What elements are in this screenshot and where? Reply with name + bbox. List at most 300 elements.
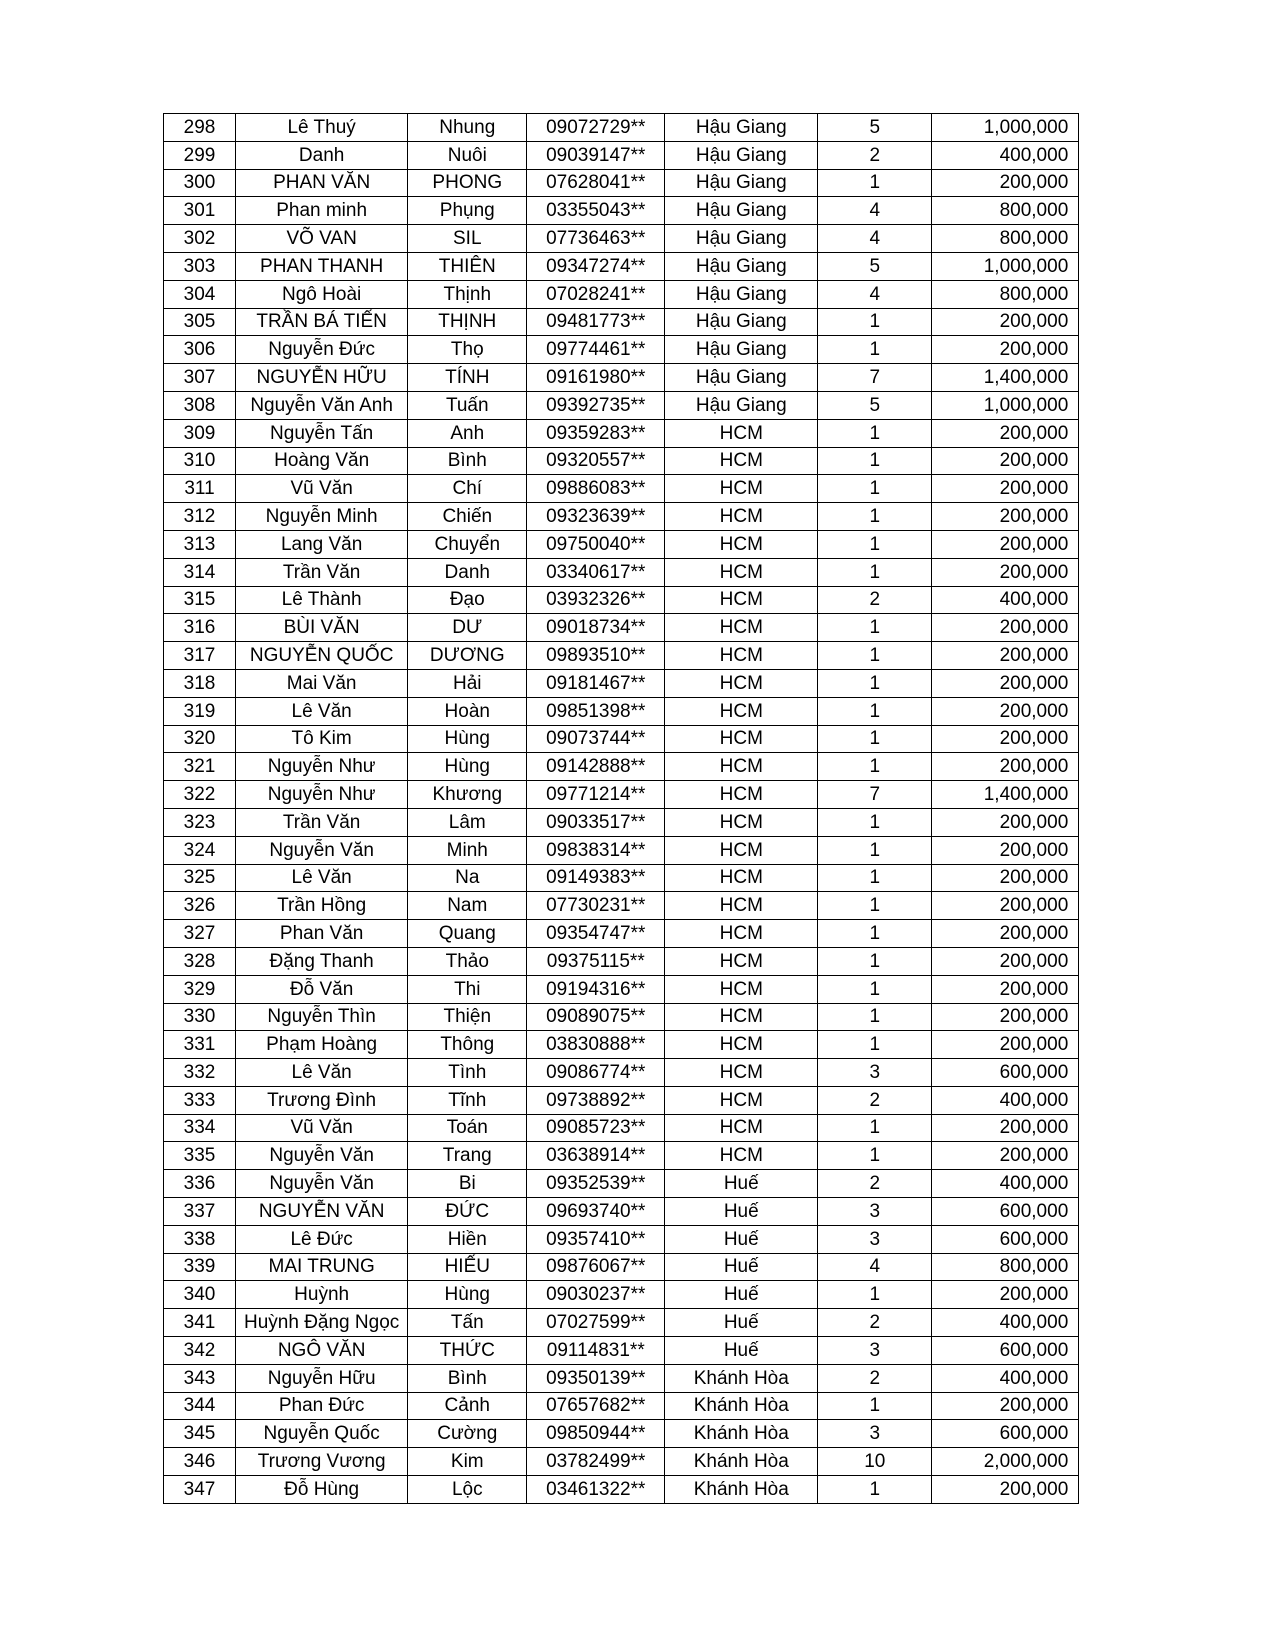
amount-cell: 200,000 <box>932 920 1079 948</box>
phone-cell: 09323639** <box>527 503 665 531</box>
amount-cell: 200,000 <box>932 447 1079 475</box>
province-cell: Hậu Giang <box>665 252 818 280</box>
given-name-cell: Nhung <box>408 114 527 142</box>
surname-cell: PHAN THANH <box>236 252 408 280</box>
quantity-cell: 4 <box>818 225 932 253</box>
row-number: 318 <box>164 669 236 697</box>
given-name-cell: Kim <box>408 1448 527 1476</box>
province-cell: Huế <box>665 1225 818 1253</box>
amount-cell: 200,000 <box>932 892 1079 920</box>
surname-cell: VÕ VAN <box>236 225 408 253</box>
given-name-cell: Đạo <box>408 586 527 614</box>
quantity-cell: 1 <box>818 836 932 864</box>
phone-cell: 09838314** <box>527 836 665 864</box>
quantity-cell: 1 <box>818 808 932 836</box>
phone-cell: 07736463** <box>527 225 665 253</box>
table-row <box>164 503 1079 531</box>
row-number: 347 <box>164 1476 236 1504</box>
table-row <box>164 391 1079 419</box>
province-cell: HCM <box>665 503 818 531</box>
surname-cell: Lê Thành <box>236 586 408 614</box>
phone-cell: 09481773** <box>527 308 665 336</box>
surname-cell: Lê Văn <box>236 1059 408 1087</box>
row-number: 320 <box>164 725 236 753</box>
table-row <box>164 308 1079 336</box>
row-number: 302 <box>164 225 236 253</box>
surname-cell: TRẦN BÁ TIẾN <box>236 308 408 336</box>
row-number: 300 <box>164 169 236 197</box>
phone-cell: 09089075** <box>527 1003 665 1031</box>
table-row <box>164 1003 1079 1031</box>
table-row <box>164 1031 1079 1059</box>
surname-cell: Trương Đình <box>236 1086 408 1114</box>
province-cell: HCM <box>665 975 818 1003</box>
row-number: 342 <box>164 1337 236 1365</box>
quantity-cell: 1 <box>818 419 932 447</box>
phone-cell: 09738892** <box>527 1086 665 1114</box>
phone-cell: 09876067** <box>527 1253 665 1281</box>
given-name-cell: Trang <box>408 1142 527 1170</box>
quantity-cell: 1 <box>818 614 932 642</box>
row-number: 308 <box>164 391 236 419</box>
surname-cell: Tô Kim <box>236 725 408 753</box>
province-cell: HCM <box>665 836 818 864</box>
quantity-cell: 1 <box>818 892 932 920</box>
amount-cell: 400,000 <box>932 141 1079 169</box>
phone-cell: 09851398** <box>527 697 665 725</box>
given-name-cell: DƯƠNG <box>408 642 527 670</box>
phone-cell: 09030237** <box>527 1281 665 1309</box>
amount-cell: 200,000 <box>932 642 1079 670</box>
phone-cell: 09375115** <box>527 947 665 975</box>
quantity-cell: 1 <box>818 1031 932 1059</box>
phone-cell: 09347274** <box>527 252 665 280</box>
quantity-cell: 1 <box>818 558 932 586</box>
row-number: 332 <box>164 1059 236 1087</box>
surname-cell: Nguyễn Thìn <box>236 1003 408 1031</box>
quantity-cell: 4 <box>818 1253 932 1281</box>
province-cell: HCM <box>665 864 818 892</box>
phone-cell: 03340617** <box>527 558 665 586</box>
province-cell: Khánh Hòa <box>665 1364 818 1392</box>
given-name-cell: Nam <box>408 892 527 920</box>
province-cell: Khánh Hòa <box>665 1448 818 1476</box>
amount-cell: 200,000 <box>932 808 1079 836</box>
row-number: 330 <box>164 1003 236 1031</box>
province-cell: HCM <box>665 475 818 503</box>
amount-cell: 400,000 <box>932 1170 1079 1198</box>
province-cell: Hậu Giang <box>665 225 818 253</box>
table-row <box>164 586 1079 614</box>
surname-cell: Lê Đức <box>236 1225 408 1253</box>
quantity-cell: 1 <box>818 725 932 753</box>
amount-cell: 200,000 <box>932 336 1079 364</box>
phone-cell: 09086774** <box>527 1059 665 1087</box>
given-name-cell: Nuôi <box>408 141 527 169</box>
province-cell: Khánh Hòa <box>665 1476 818 1504</box>
phone-cell: 09149383** <box>527 864 665 892</box>
given-name-cell: Bi <box>408 1170 527 1198</box>
table-row <box>164 1086 1079 1114</box>
quantity-cell: 1 <box>818 753 932 781</box>
row-number: 326 <box>164 892 236 920</box>
surname-cell: NGUYỄN QUỐC <box>236 642 408 670</box>
row-number: 324 <box>164 836 236 864</box>
table-row <box>164 753 1079 781</box>
quantity-cell: 1 <box>818 1114 932 1142</box>
quantity-cell: 4 <box>818 280 932 308</box>
amount-cell: 600,000 <box>932 1225 1079 1253</box>
quantity-cell: 10 <box>818 1448 932 1476</box>
table-row <box>164 836 1079 864</box>
table-row <box>164 920 1079 948</box>
table-row <box>164 669 1079 697</box>
given-name-cell: Quang <box>408 920 527 948</box>
surname-cell: Nguyễn Văn <box>236 1170 408 1198</box>
given-name-cell: Lộc <box>408 1476 527 1504</box>
given-name-cell: Hải <box>408 669 527 697</box>
amount-cell: 200,000 <box>932 558 1079 586</box>
surname-cell: NGUYỄN HỮU <box>236 364 408 392</box>
row-number: 322 <box>164 781 236 809</box>
amount-cell: 200,000 <box>932 1142 1079 1170</box>
surname-cell: Vũ Văn <box>236 475 408 503</box>
phone-cell: 09850944** <box>527 1420 665 1448</box>
surname-cell: MAI TRUNG <box>236 1253 408 1281</box>
province-cell: Hậu Giang <box>665 114 818 142</box>
row-number: 329 <box>164 975 236 1003</box>
surname-cell: Vũ Văn <box>236 1114 408 1142</box>
row-number: 334 <box>164 1114 236 1142</box>
amount-cell: 200,000 <box>932 1031 1079 1059</box>
amount-cell: 200,000 <box>932 475 1079 503</box>
province-cell: HCM <box>665 669 818 697</box>
table-row <box>164 947 1079 975</box>
quantity-cell: 2 <box>818 586 932 614</box>
row-number: 343 <box>164 1364 236 1392</box>
given-name-cell: PHONG <box>408 169 527 197</box>
amount-cell: 400,000 <box>932 586 1079 614</box>
table-row <box>164 1476 1079 1504</box>
table-row <box>164 1225 1079 1253</box>
surname-cell: Huỳnh <box>236 1281 408 1309</box>
amount-cell: 200,000 <box>932 864 1079 892</box>
province-cell: Hậu Giang <box>665 141 818 169</box>
given-name-cell: HIẾU <box>408 1253 527 1281</box>
province-cell: HCM <box>665 530 818 558</box>
quantity-cell: 1 <box>818 475 932 503</box>
quantity-cell: 3 <box>818 1059 932 1087</box>
given-name-cell: Cường <box>408 1420 527 1448</box>
phone-cell: 09161980** <box>527 364 665 392</box>
province-cell: HCM <box>665 447 818 475</box>
surname-cell: Huỳnh Đặng Ngọc <box>236 1309 408 1337</box>
table-row <box>164 1364 1079 1392</box>
amount-cell: 1,400,000 <box>932 781 1079 809</box>
surname-cell: Phan Văn <box>236 920 408 948</box>
phone-cell: 09085723** <box>527 1114 665 1142</box>
surname-cell: Nguyễn Quốc <box>236 1420 408 1448</box>
phone-cell: 07027599** <box>527 1309 665 1337</box>
row-number: 346 <box>164 1448 236 1476</box>
quantity-cell: 3 <box>818 1420 932 1448</box>
row-number: 312 <box>164 503 236 531</box>
province-cell: HCM <box>665 1031 818 1059</box>
row-number: 328 <box>164 947 236 975</box>
row-number: 336 <box>164 1170 236 1198</box>
amount-cell: 200,000 <box>932 1392 1079 1420</box>
table-row <box>164 114 1079 142</box>
phone-cell: 07028241** <box>527 280 665 308</box>
quantity-cell: 3 <box>818 1225 932 1253</box>
amount-cell: 200,000 <box>932 975 1079 1003</box>
phone-cell: 07657682** <box>527 1392 665 1420</box>
row-number: 305 <box>164 308 236 336</box>
given-name-cell: Anh <box>408 419 527 447</box>
table-row <box>164 280 1079 308</box>
quantity-cell: 1 <box>818 169 932 197</box>
phone-cell: 09357410** <box>527 1225 665 1253</box>
table-row <box>164 530 1079 558</box>
row-number: 298 <box>164 114 236 142</box>
table-row <box>164 1281 1079 1309</box>
given-name-cell: DƯ <box>408 614 527 642</box>
province-cell: HCM <box>665 697 818 725</box>
province-cell: HCM <box>665 586 818 614</box>
quantity-cell: 2 <box>818 1364 932 1392</box>
phone-cell: 09893510** <box>527 642 665 670</box>
province-cell: Huế <box>665 1170 818 1198</box>
table-row <box>164 336 1079 364</box>
province-cell: Hậu Giang <box>665 169 818 197</box>
phone-cell: 03932326** <box>527 586 665 614</box>
given-name-cell: Thảo <box>408 947 527 975</box>
phone-cell: 09886083** <box>527 475 665 503</box>
recipients-table <box>163 113 1079 1504</box>
amount-cell: 600,000 <box>932 1420 1079 1448</box>
amount-cell: 600,000 <box>932 1198 1079 1226</box>
phone-cell: 09352539** <box>527 1170 665 1198</box>
given-name-cell: Lâm <box>408 808 527 836</box>
phone-cell: 09774461** <box>527 336 665 364</box>
table-row <box>164 1198 1079 1226</box>
amount-cell: 200,000 <box>932 1003 1079 1031</box>
given-name-cell: Hoàn <box>408 697 527 725</box>
given-name-cell: THỊNH <box>408 308 527 336</box>
province-cell: Khánh Hòa <box>665 1392 818 1420</box>
amount-cell: 600,000 <box>932 1059 1079 1087</box>
quantity-cell: 4 <box>818 197 932 225</box>
given-name-cell: Thọ <box>408 336 527 364</box>
surname-cell: Danh <box>236 141 408 169</box>
table-row <box>164 781 1079 809</box>
surname-cell: PHAN VĂN <box>236 169 408 197</box>
quantity-cell: 5 <box>818 114 932 142</box>
row-number: 314 <box>164 558 236 586</box>
phone-cell: 03782499** <box>527 1448 665 1476</box>
row-number: 321 <box>164 753 236 781</box>
amount-cell: 200,000 <box>932 947 1079 975</box>
quantity-cell: 1 <box>818 530 932 558</box>
row-number: 338 <box>164 1225 236 1253</box>
row-number: 317 <box>164 642 236 670</box>
row-number: 313 <box>164 530 236 558</box>
table-row <box>164 169 1079 197</box>
phone-cell: 09142888** <box>527 753 665 781</box>
province-cell: HCM <box>665 642 818 670</box>
given-name-cell: Chuyển <box>408 530 527 558</box>
given-name-cell: Cảnh <box>408 1392 527 1420</box>
amount-cell: 1,000,000 <box>932 114 1079 142</box>
amount-cell: 200,000 <box>932 503 1079 531</box>
row-number: 335 <box>164 1142 236 1170</box>
amount-cell: 200,000 <box>932 753 1079 781</box>
given-name-cell: THIÊN <box>408 252 527 280</box>
row-number: 306 <box>164 336 236 364</box>
quantity-cell: 1 <box>818 308 932 336</box>
table-row <box>164 141 1079 169</box>
phone-cell: 09033517** <box>527 808 665 836</box>
surname-cell: Nguyễn Văn Anh <box>236 391 408 419</box>
amount-cell: 600,000 <box>932 1337 1079 1365</box>
given-name-cell: Chiến <box>408 503 527 531</box>
province-cell: Hậu Giang <box>665 336 818 364</box>
amount-cell: 1,000,000 <box>932 252 1079 280</box>
given-name-cell: Bình <box>408 447 527 475</box>
surname-cell: Trần Văn <box>236 558 408 586</box>
amount-cell: 200,000 <box>932 614 1079 642</box>
given-name-cell: Danh <box>408 558 527 586</box>
surname-cell: Lê Thuý <box>236 114 408 142</box>
amount-cell: 200,000 <box>932 308 1079 336</box>
table-row <box>164 614 1079 642</box>
phone-cell: 09018734** <box>527 614 665 642</box>
province-cell: Hậu Giang <box>665 391 818 419</box>
surname-cell: Trương Vương <box>236 1448 408 1476</box>
given-name-cell: Bình <box>408 1364 527 1392</box>
phone-cell: 07628041** <box>527 169 665 197</box>
province-cell: Hậu Giang <box>665 197 818 225</box>
surname-cell: Trần Văn <box>236 808 408 836</box>
amount-cell: 200,000 <box>932 419 1079 447</box>
quantity-cell: 1 <box>818 864 932 892</box>
quantity-cell: 7 <box>818 781 932 809</box>
amount-cell: 2,000,000 <box>932 1448 1079 1476</box>
phone-cell: 03638914** <box>527 1142 665 1170</box>
surname-cell: Ngô Hoài <box>236 280 408 308</box>
surname-cell: Đặng Thanh <box>236 947 408 975</box>
surname-cell: Phan Đức <box>236 1392 408 1420</box>
given-name-cell: Thịnh <box>408 280 527 308</box>
row-number: 316 <box>164 614 236 642</box>
quantity-cell: 1 <box>818 920 932 948</box>
surname-cell: Nguyễn Như <box>236 781 408 809</box>
table-row <box>164 1059 1079 1087</box>
table-row <box>164 864 1079 892</box>
province-cell: HCM <box>665 1003 818 1031</box>
province-cell: Huế <box>665 1309 818 1337</box>
phone-cell: 09073744** <box>527 725 665 753</box>
table-body <box>164 114 1079 1504</box>
table-row <box>164 447 1079 475</box>
table-row <box>164 725 1079 753</box>
table-row <box>164 892 1079 920</box>
row-number: 337 <box>164 1198 236 1226</box>
province-cell: HCM <box>665 808 818 836</box>
quantity-cell: 1 <box>818 1392 932 1420</box>
row-number: 311 <box>164 475 236 503</box>
quantity-cell: 5 <box>818 391 932 419</box>
table-row <box>164 642 1079 670</box>
phone-cell: 09359283** <box>527 419 665 447</box>
row-number: 323 <box>164 808 236 836</box>
province-cell: HCM <box>665 1114 818 1142</box>
row-number: 304 <box>164 280 236 308</box>
table-row <box>164 1420 1079 1448</box>
amount-cell: 800,000 <box>932 280 1079 308</box>
table-row <box>164 975 1079 1003</box>
amount-cell: 200,000 <box>932 1281 1079 1309</box>
surname-cell: Mai Văn <box>236 669 408 697</box>
province-cell: HCM <box>665 781 818 809</box>
given-name-cell: TÍNH <box>408 364 527 392</box>
given-name-cell: Na <box>408 864 527 892</box>
surname-cell: Đỗ Văn <box>236 975 408 1003</box>
surname-cell: Nguyễn Văn <box>236 1142 408 1170</box>
given-name-cell: THỨC <box>408 1337 527 1365</box>
surname-cell: Nguyễn Văn <box>236 836 408 864</box>
amount-cell: 200,000 <box>932 1476 1079 1504</box>
row-number: 299 <box>164 141 236 169</box>
quantity-cell: 2 <box>818 1309 932 1337</box>
given-name-cell: Thiện <box>408 1003 527 1031</box>
table-row <box>164 475 1079 503</box>
given-name-cell: Hiền <box>408 1225 527 1253</box>
amount-cell: 200,000 <box>932 669 1079 697</box>
row-number: 331 <box>164 1031 236 1059</box>
table-row <box>164 1337 1079 1365</box>
surname-cell: Đỗ Hùng <box>236 1476 408 1504</box>
table-row <box>164 558 1079 586</box>
surname-cell: BÙI VĂN <box>236 614 408 642</box>
province-cell: HCM <box>665 753 818 781</box>
surname-cell: NGÔ VĂN <box>236 1337 408 1365</box>
phone-cell: 09750040** <box>527 530 665 558</box>
surname-cell: Phan minh <box>236 197 408 225</box>
quantity-cell: 1 <box>818 947 932 975</box>
quantity-cell: 3 <box>818 1198 932 1226</box>
quantity-cell: 2 <box>818 1086 932 1114</box>
amount-cell: 200,000 <box>932 836 1079 864</box>
province-cell: Huế <box>665 1253 818 1281</box>
row-number: 344 <box>164 1392 236 1420</box>
amount-cell: 1,400,000 <box>932 364 1079 392</box>
surname-cell: Nguyễn Minh <box>236 503 408 531</box>
table-row <box>164 1392 1079 1420</box>
province-cell: HCM <box>665 920 818 948</box>
table-row <box>164 1309 1079 1337</box>
province-cell: HCM <box>665 419 818 447</box>
table-row <box>164 225 1079 253</box>
given-name-cell: Hùng <box>408 753 527 781</box>
table-row <box>164 197 1079 225</box>
province-cell: Hậu Giang <box>665 308 818 336</box>
row-number: 333 <box>164 1086 236 1114</box>
phone-cell: 09771214** <box>527 781 665 809</box>
surname-cell: Nguyễn Hữu <box>236 1364 408 1392</box>
given-name-cell: Tình <box>408 1059 527 1087</box>
quantity-cell: 2 <box>818 141 932 169</box>
